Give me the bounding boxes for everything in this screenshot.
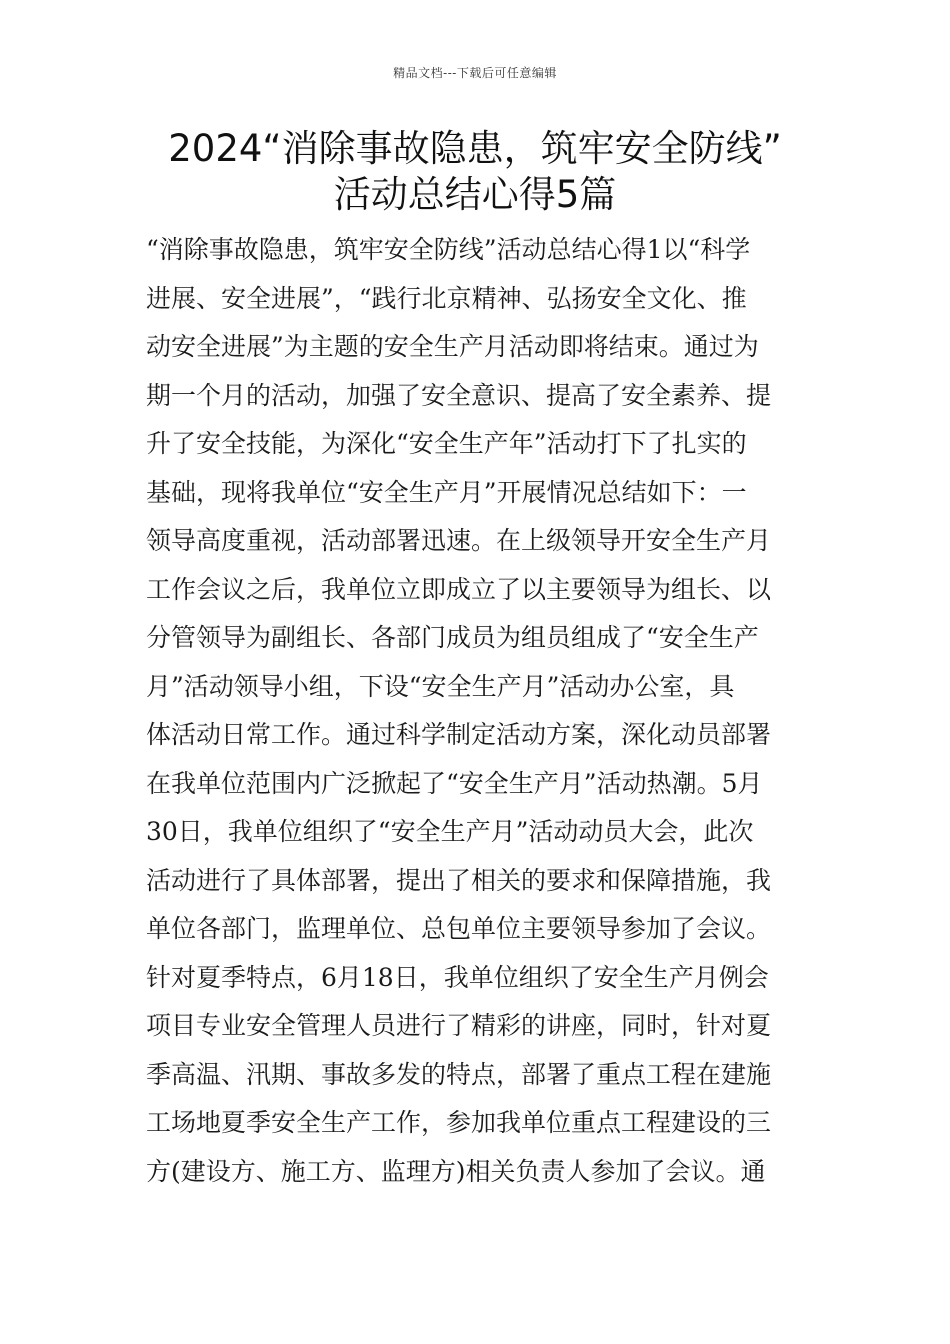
body-line: 30日，我单位组织了“安全生产月”活动动员大会，此次 <box>146 817 754 846</box>
body-line: 分管领导为副组长、各部门成员为组员组成了“安全生产 <box>146 623 759 652</box>
body-line: 工作会议之后，我单位立即成立了以主要领导为组长、以 <box>146 574 772 604</box>
body-line: 体活动日常工作。通过科学制定活动方案，深化动员部署 <box>146 720 772 749</box>
body-line: 单位各部门，监理单位、总包单位主要领导参加了会议。 <box>146 914 772 943</box>
body-line: 进展、安全进展”，“践行北京精神、弘扬安全文化、推 <box>146 283 747 313</box>
body-line: 项目专业安全管理人员进行了精彩的讲座，同时，针对夏 <box>146 1011 772 1040</box>
body-line: 在我单位范围内广泛掀起了“安全生产月”活动热潮。5月 <box>146 768 763 798</box>
body-line: “消除事故隐患，筑牢安全防线”活动总结心得1以“科学 <box>146 235 751 264</box>
body-line: 活动进行了具体部署，提出了相关的要求和保障措施，我 <box>146 865 772 895</box>
header-note: 精品文档---下载后可任意编辑 <box>393 66 557 80</box>
body-line: 针对夏季特点，6月18日，我单位组织了安全生产月例会 <box>146 962 769 992</box>
body-line: 季高温、汛期、事故多发的特点，部署了重点工程在建施 <box>146 1059 772 1089</box>
body-line: 领导高度重视，活动部署迅速。在上级领导开安全生产月 <box>146 526 772 555</box>
title-line-1: 2024“消除事故隐患，筑牢安全防线” <box>168 127 782 170</box>
body-line: 工场地夏季安全生产工作，参加我单位重点工程建设的三 <box>146 1108 772 1137</box>
body-line: 升了安全技能，为深化“安全生产年”活动打下了扎实的 <box>146 429 747 458</box>
body-line: 动安全进展”为主题的安全生产月活动即将结束。通过为 <box>146 332 759 361</box>
body-line: 基础，现将我单位“安全生产月”开展情况总结如下：一 <box>146 477 747 507</box>
body-line: 月”活动领导小组，下设“安全生产月”活动办公室，具 <box>146 671 735 701</box>
title-line-2: 活动总结心得5篇 <box>333 173 617 216</box>
document-title <box>100 126 850 218</box>
body-line: 期一个月的活动，加强了安全意识、提高了安全素养、提 <box>146 380 772 410</box>
body-line: 方(建设方、施工方、监理方)相关负责人参加了会议。通 <box>146 1156 766 1186</box>
body-paragraph <box>146 226 808 1196</box>
